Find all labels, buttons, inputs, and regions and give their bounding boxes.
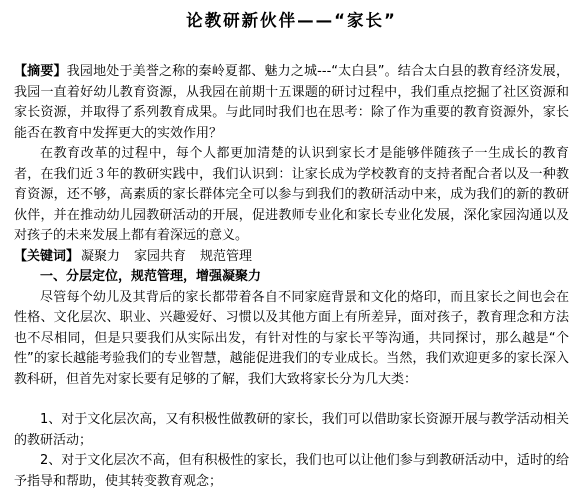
abstract-paragraph — [14, 62, 569, 144]
keyword-item: 规范管理 — [200, 248, 253, 264]
section-heading: 一、分层定位，规范管理，增强凝聚力 — [40, 269, 262, 284]
section-paragraph: 尽管每个幼儿及其背后的家长都带着各自不同家庭背景和文化的烙印，而且家长之间也会在性格、文化层次、职业、兴趣爱好、习惯以及其他方面上有所差异，面对孩子，教育理念和方法也不尽相同，但是只要我们从实际出发，有针对性的与家长平等沟通，共同探讨，那么越是“个性”的家长越能考验我们的专业智慧，越能促进我们的专业成长。当然，我们欢迎更多的家长深入教科研，但首先对家长要有足够的了解，我们大致将家长分为几大类： — [14, 289, 569, 387]
keyword-item: 凝聚力 — [81, 248, 121, 264]
abstract-text: 我园地处于美誉之称的秦岭夏都、魅力之城---“太白县”。结合太白县的教育经济发展，我园一直着好幼儿教育资源，从我园在前期十五课题的研讨过程中，我们重点挖掘了社区资源和家长资源，并取得了系列教育成果。与此同时我们也在思考：除了作为重要的教育资源外，家长能否在教育中发挥更大的实效作用？ — [14, 64, 569, 141]
keyword-item: 家园共育 — [134, 248, 187, 264]
list-item: 2、对于文化层次不高，但有积极性的家长，我们也可以让他们参与到教研活动中，适时的给予指导和帮助，使其转变教育观念； — [14, 453, 569, 489]
intro-paragraph: 在教育改革的过程中，每个人都更加清楚的认识到家长才是能够伴随孩子一生成长的教育者，在我们近３年的教研实践中，我们认识到：让家长成为学校教育的支持者配合者以及一种教育资源，还不够，高素质的家长群体完全可以参与到我们的教研活动中来，成为我们的新的教研伙伴，并在推动幼儿园教研活动的开展，促进教师专业化和家长专业化发展，深化家园沟通以及对孩子的未来发展上都有着深远的意义。 — [14, 146, 569, 243]
abstract-label: 【摘要】 — [14, 64, 67, 79]
list-item: 1、对于文化层次高，又有积极性做教研的家长，我们可以借助家长资源开展与教学活动相关的教研活动； — [14, 412, 569, 448]
document-title: 论教研新伙伴——“家长” — [186, 11, 397, 30]
keywords-label: 【关键词】 — [14, 248, 80, 264]
paragraph-gap — [14, 390, 569, 410]
keywords-line — [14, 247, 569, 268]
